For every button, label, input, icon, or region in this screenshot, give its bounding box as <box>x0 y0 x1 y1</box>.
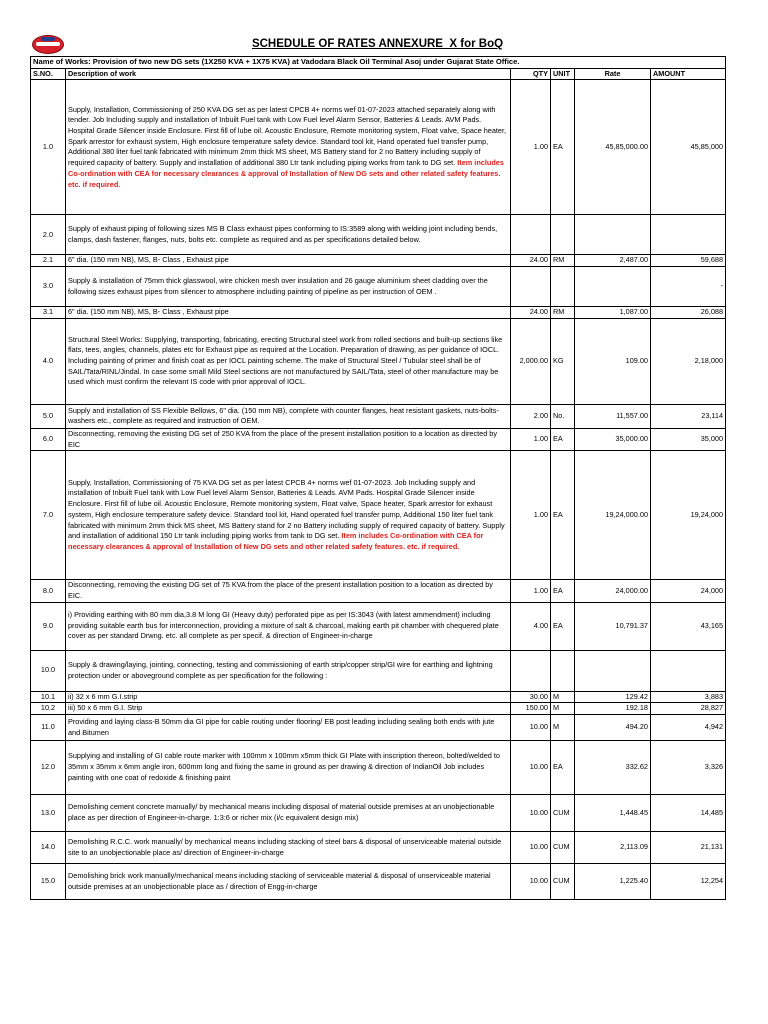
row-amount: 3,326 <box>651 741 726 795</box>
row-unit: EA <box>551 80 575 215</box>
row-qty: 1.00 <box>511 80 551 215</box>
row-sno: 14.0 <box>31 832 66 864</box>
row-qty: 24.00 <box>511 307 551 319</box>
row-rate: 2,487.00 <box>575 255 651 267</box>
table-row <box>31 307 726 319</box>
row-description <box>66 80 511 215</box>
row-description-text: Demolishing brick work manually/mechanical means including stacking of serviceable material & disposal of unserviceable material outside premises at an unobjectionable place as / direction of Engg-in-charge <box>68 870 491 891</box>
row-qty: 4.00 <box>511 602 551 650</box>
table-row <box>31 404 726 428</box>
table-row <box>31 650 726 691</box>
row-description <box>66 602 511 650</box>
row-rate: 10,791.37 <box>575 602 651 650</box>
row-amount: 21,131 <box>651 832 726 864</box>
row-rate: 45,85,000.00 <box>575 80 651 215</box>
row-rate: 1,225.40 <box>575 864 651 900</box>
row-qty: 10.00 <box>511 741 551 795</box>
row-description-text: 6" dia. (150 mm NB), MS, B- Class , Exhaust pipe <box>68 307 229 317</box>
row-rate: 494.20 <box>575 715 651 741</box>
table-row <box>31 318 726 404</box>
row-amount: 26,088 <box>651 307 726 319</box>
row-qty: 2.00 <box>511 404 551 428</box>
col-amount-header: AMOUNT <box>651 68 726 80</box>
col-unit-header: UNIT <box>551 68 575 80</box>
col-sno-header: S.NO. <box>31 68 66 80</box>
row-description-text: Supply & drawing/laying, jointing, connecting, testing and commissioning of earth strip/copper strip/GI wire for earthing and lightning protection under or aboveground complete as per specification for the following : <box>68 659 493 680</box>
row-unit: M <box>551 691 575 703</box>
row-qty: 24.00 <box>511 255 551 267</box>
row-rate: 109.00 <box>575 318 651 404</box>
row-amount: 3,883 <box>651 691 726 703</box>
row-sno: 3.1 <box>31 307 66 319</box>
row-description <box>66 864 511 900</box>
row-unit: KG <box>551 318 575 404</box>
table-row <box>31 80 726 215</box>
row-amount <box>651 650 726 691</box>
row-sno: 6.0 <box>31 428 66 450</box>
row-description-text: Supply of exhaust piping of following sizes MS B Class exhaust pipes conforming to IS:3589 along with welding joint including bends, clamps, dash fastener, flanges, nuts, bolts etc. complete as required and as per specifications detailed below. <box>68 224 498 244</box>
row-sno: 2.0 <box>31 215 66 255</box>
name-of-works: Name of Works: Provision of two new DG sets (1X250 KVA + 1X75 KVA) at Vadodara Black Oil Terminal Asoj under Gujarat State Office. <box>31 57 726 69</box>
row-qty: 150.00 <box>511 703 551 715</box>
row-rate: 1,087.00 <box>575 307 651 319</box>
row-amount: 43,165 <box>651 602 726 650</box>
row-rate: 19,24,000.00 <box>575 451 651 580</box>
table-row <box>31 215 726 255</box>
row-rate: 129.42 <box>575 691 651 703</box>
table-row <box>31 428 726 450</box>
row-unit: EA <box>551 428 575 450</box>
row-description <box>66 215 511 255</box>
row-amount: 19,24,000 <box>651 451 726 580</box>
table-row <box>31 832 726 864</box>
row-description <box>66 715 511 741</box>
row-amount: 59,688 <box>651 255 726 267</box>
row-rate: 35,000.00 <box>575 428 651 450</box>
row-unit: RM <box>551 255 575 267</box>
row-description-note: Item includes Co-ordination with CEA for necessary clearances & approval of Installation of New DG sets and other related safety features. etc. if required. <box>68 158 504 189</box>
row-sno: 4.0 <box>31 318 66 404</box>
table-row <box>31 703 726 715</box>
row-sno: 12.0 <box>31 741 66 795</box>
row-unit: CUM <box>551 832 575 864</box>
row-unit: M <box>551 715 575 741</box>
row-unit <box>551 215 575 255</box>
row-qty: 10.00 <box>511 864 551 900</box>
row-description-text: Disconnecting, removing the existing DG set of 250 KVA from the place of the present installation position to a location as directed by EIC <box>68 428 497 449</box>
row-description <box>66 580 511 602</box>
table-row <box>31 602 726 650</box>
row-sno: 13.0 <box>31 795 66 832</box>
row-rate: 1,448.45 <box>575 795 651 832</box>
row-description-text: Demolishing cement concrete manually/ by mechanical means including disposal of material outside premises at an unobjectionable place as per direction of Engineer-in-charge. 1:3:6 or richer mix (i/c equivalent design mix) <box>68 802 495 823</box>
row-description-text: Providing and laying class-B 50mm dia GI pipe for cable routing under flooring/ EB post leading including sealing both ends with jute and Bitumen <box>68 716 495 737</box>
row-qty <box>511 650 551 691</box>
row-description <box>66 703 511 715</box>
row-description-text: Disconnecting, removing the existing DG set of 75 KVA from the place of the present installation position to a location as directed by EIC. <box>68 580 493 600</box>
row-amount: 23,114 <box>651 404 726 428</box>
row-description <box>66 741 511 795</box>
col-description-header: Description of work <box>66 68 511 80</box>
sheet-header <box>30 32 725 56</box>
row-rate: 192.18 <box>575 703 651 715</box>
row-description-text: Supply & installation of 75mm thick glasswool, wire chicken mesh over insulation and 26 gauge aluminium sheet cladding over the following sizes exhaust pipes from silencer to atmosphere including painting of pipeline as per instruction of OEM . <box>68 275 488 296</box>
row-unit: EA <box>551 451 575 580</box>
row-sno: 1.0 <box>31 80 66 215</box>
row-rate: 24,000.00 <box>575 580 651 602</box>
row-description-text: Supply, Installation, Commissioning of 75 KVA DG set as per latest CPCB 4+ norms wef 01-07-2023. Job Including supply and installation of Inbuilt Fuel tank with Low Fuel level Alarm Sensor, Batteries & Leads. AVM Pads. Hospital Grade Silencer inside Enclosure. First fill of lube oil. Acoustic Enclosure, Remote monitoring system, Float valve, Space heater, Spark arrestor for exhaust system, High enclosure temperature safety device. Standard tool kit, Hand operated fuel transfer pump, Additional 150 liter fuel tank fabricated with minimum 2mm thick MS sheet, MS Battery stand for 2 no Battery including supply of required capacity of battery. Supply and installation of additional 150 Ltr tank including piping works from tank to DG set. <box>68 477 505 541</box>
row-unit: No. <box>551 404 575 428</box>
row-amount: 4,942 <box>651 715 726 741</box>
table-row <box>31 255 726 267</box>
row-sno: 10.0 <box>31 650 66 691</box>
row-amount: 24,000 <box>651 580 726 602</box>
row-rate <box>575 267 651 307</box>
row-unit: CUM <box>551 795 575 832</box>
row-amount: 35,000 <box>651 428 726 450</box>
row-sno: 8.0 <box>31 580 66 602</box>
table-row <box>31 451 726 580</box>
row-unit: EA <box>551 602 575 650</box>
table-body <box>31 80 726 900</box>
row-description <box>66 795 511 832</box>
row-description <box>66 267 511 307</box>
row-unit <box>551 267 575 307</box>
page-title: SCHEDULE OF RATES ANNEXURE_X for BoQ <box>251 38 504 50</box>
row-unit: CUM <box>551 864 575 900</box>
rates-table <box>30 56 726 900</box>
row-rate: 11,557.00 <box>575 404 651 428</box>
row-sno: 10.2 <box>31 703 66 715</box>
table-row <box>31 267 726 307</box>
row-qty: 2,000.00 <box>511 318 551 404</box>
row-qty: 1.00 <box>511 428 551 450</box>
column-header-row <box>31 68 726 80</box>
row-description-text: ii) 32 x 6 mm G.I.strip <box>68 691 138 701</box>
row-description-text: Structural Steel Works: Supplying, transporting, fabricating, erecting Structural steel work from rolled sections and built-up sections like flats, tees, angles, channels, plates etc for Exhaust pipe as required at the Location. Preparation of drawing, as per guidance of IOCL. Including painting of primer and finish coat as per IOCL painting scheme. The make of Structural Steel / Tubular steel shall be of SAIL/Tata/RINL/Jindal. In case some small Mild Steel sections are not manufactured by SAIL/Tata, steel of other manufacture may be used which must confirm the relevant IS code with prior approval of IOCL. <box>68 334 503 387</box>
row-description-text: iii) 50 x 6 mm G.I. Strip <box>68 703 143 713</box>
col-qty-header: QTY <box>511 68 551 80</box>
row-amount: 28,827 <box>651 703 726 715</box>
row-qty: 10.00 <box>511 795 551 832</box>
boq-sheet <box>30 32 725 900</box>
row-qty: 10.00 <box>511 832 551 864</box>
row-rate <box>575 215 651 255</box>
row-sno: 2.1 <box>31 255 66 267</box>
name-of-works-row <box>31 57 726 69</box>
row-rate: 2,113.09 <box>575 832 651 864</box>
table-row <box>31 741 726 795</box>
row-description <box>66 255 511 267</box>
row-unit: EA <box>551 741 575 795</box>
row-description <box>66 650 511 691</box>
table-row <box>31 691 726 703</box>
row-qty: 30.00 <box>511 691 551 703</box>
row-sno: 9.0 <box>31 602 66 650</box>
col-rate-header: Rate <box>575 68 651 80</box>
row-qty: 10.00 <box>511 715 551 741</box>
row-unit: RM <box>551 307 575 319</box>
row-sno: 15.0 <box>31 864 66 900</box>
row-sno: 7.0 <box>31 451 66 580</box>
row-amount: 2,18,000 <box>651 318 726 404</box>
row-description <box>66 691 511 703</box>
table-row <box>31 864 726 900</box>
row-description-text: Supply and installation of SS Flexible Bellows, 6" dia. (150 mm NB), complete with counter flanges, heat resistant gaskets, nuts-bolts-washers etc., complete as required and instruction of OEM. <box>68 405 499 426</box>
row-description-text: Supply, Installation, Commissioning of 250 KVA DG set as per latest CPCB 4+ norms wef 01-07-2023 attached separately along with tender. Job Including supply and installation of Inbuilt Fuel tank with Low Fuel level Alarm Sensor, Batteries & Leads. AVM Pads. Hospital Grade Silencer inside Enclosure. First fill of lube oil. Acoustic Enclosure, Remote monitoring system, Float valve, Space heater, Spark arrestor for exhaust system, High enclosure temperature safety device. Standard tool kit, Hand operated fuel transfer pump, Additional 380 liter fuel tank fabricated with minimum 2mm thick MS sheet, MS Battery stand for 2 no Battery including supply of required capacity of battery. Supply and installation of additional 380 Ltr tank including piping works from tank to DG set. <box>68 104 507 168</box>
table-row <box>31 795 726 832</box>
row-description <box>66 307 511 319</box>
row-unit: M <box>551 703 575 715</box>
row-sno: 3.0 <box>31 267 66 307</box>
row-qty: 1.00 <box>511 580 551 602</box>
row-description <box>66 318 511 404</box>
row-amount <box>651 215 726 255</box>
row-amount: 45,85,000 <box>651 80 726 215</box>
row-description-note: Item includes Co-ordination with CEA for necessary clearances & approval of Installation of New DG sets and other related safety features. etc. if required. <box>68 531 484 551</box>
table-row <box>31 580 726 602</box>
row-description <box>66 451 511 580</box>
row-amount: 14,485 <box>651 795 726 832</box>
row-amount: - <box>651 267 726 307</box>
row-description <box>66 404 511 428</box>
row-sno: 10.1 <box>31 691 66 703</box>
row-description-text: i) Providing earthing with 80 mm dia,3.8 M long GI (Heavy duty) perforated pipe as per IS:3043 (with latest ammendment) including providing suitable earth bus for interconnection, providing a mixture of salt & charcoal, making earth pit chamber with chequered plate cover as per standard Drwng. etc. all complete as per specif. & direction of Engineer-in-charge <box>68 610 499 641</box>
row-qty <box>511 215 551 255</box>
row-sno: 5.0 <box>31 404 66 428</box>
row-rate: 332.62 <box>575 741 651 795</box>
row-qty: 1.00 <box>511 451 551 580</box>
table-row <box>31 715 726 741</box>
row-amount: 12,254 <box>651 864 726 900</box>
row-unit: EA <box>551 580 575 602</box>
row-unit <box>551 650 575 691</box>
row-description <box>66 428 511 450</box>
row-description <box>66 832 511 864</box>
row-qty <box>511 267 551 307</box>
row-description-text: Demolishing R.C.C. work manually/ by mechanical means including stacking of steel bars & disposal of unserviceable material outside site to an unobjectionable place as/ direction of Engineer-in-charge <box>68 836 502 857</box>
row-sno: 11.0 <box>31 715 66 741</box>
row-rate <box>575 650 651 691</box>
row-description-text: 6" dia. (150 mm NB), MS, B- Class , Exhaust pipe <box>68 255 229 265</box>
row-description-text: Supplying and installing of GI cable route marker with 100mm x 100mm x5mm thick GI Plate with inscription thereon, bolted/welded to 35mm x 35mm x 6mm angle iron, 600mm long and fixing the same in ground as per drawing & direction of IndianOil Job includes painting with one coat of redoxide & finishing paint <box>68 751 500 782</box>
